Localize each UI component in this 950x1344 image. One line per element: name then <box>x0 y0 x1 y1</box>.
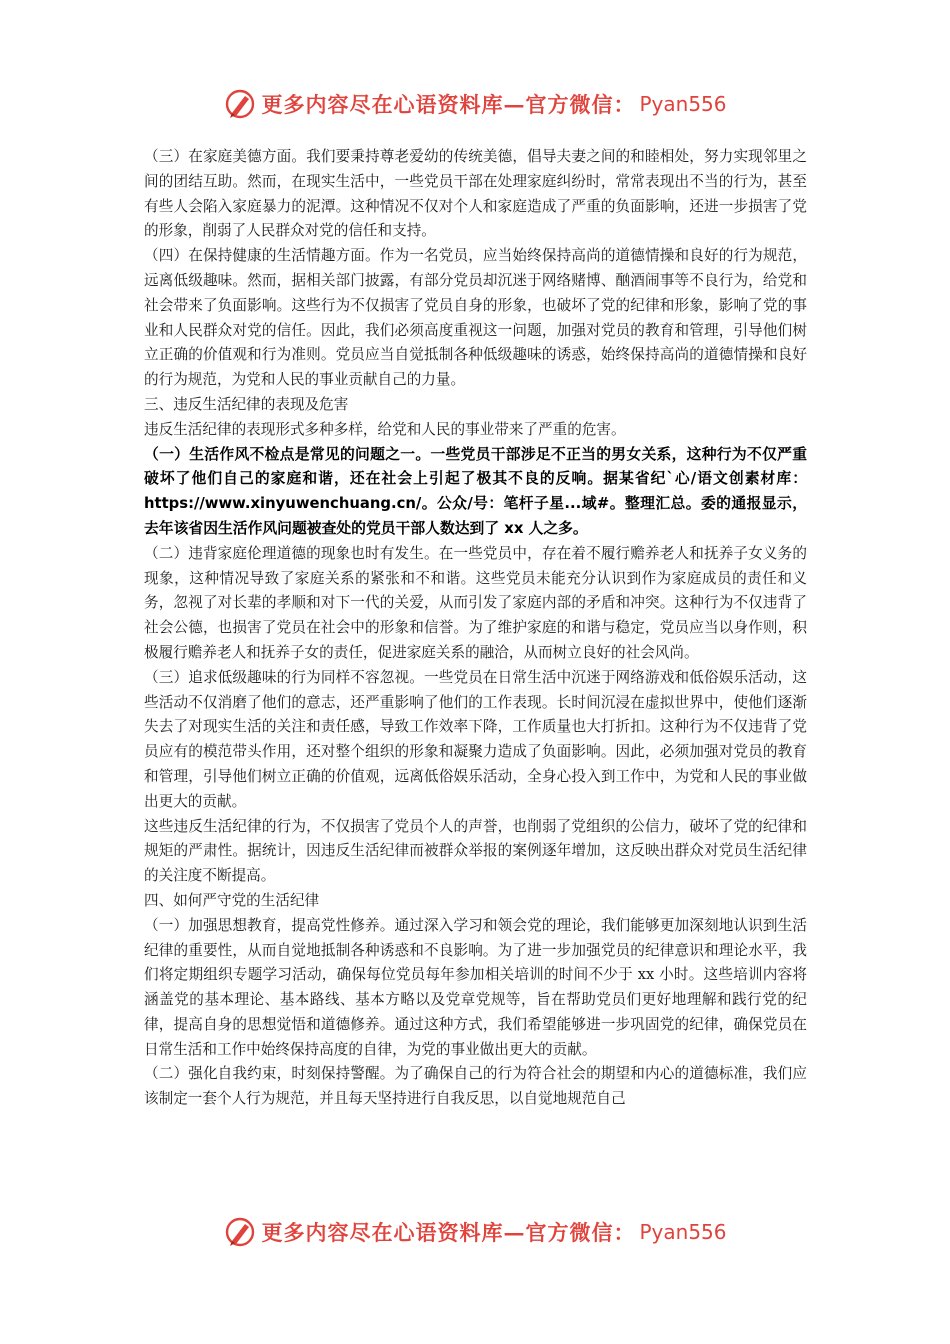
document-body <box>144 145 807 1112</box>
banner-text: 更多内容尽在心语资料库—官方微信： <box>261 92 636 117</box>
paragraph: 违反生活纪律的表现形式多种多样，给党和人民的事业带来了严重的危害。 <box>144 420 626 438</box>
footer-banner <box>0 1212 950 1252</box>
pen-logo-icon <box>223 87 257 121</box>
banner-wechat-id: Pyan556 <box>639 92 727 116</box>
banner-text: 更多内容尽在心语资料库—官方微信： <box>261 1220 636 1245</box>
banner-wechat-id: Pyan556 <box>639 1220 727 1244</box>
paragraph: （二）违背家庭伦理道德的现象也时有发生。在一些党员中，存在着不履行赡养老人和抚养子女义务的现象，这种情况导致了家庭关系的紧张和不和谐。这些党员未能充分认识到作为家庭成员的责任和义务，忽视了对长辈的孝顺和对下一代的关爱，从而引发了家庭内部的矛盾和冲突。这种行为不仅违背了社会公德，也损害了党员在社会中的形象和信誉。为了维护家庭的和谐与稳定，党员应当以身作则，积极履行赡养老人和抚养子女的责任，促进家庭关系的融洽，从而树立良好的社会风尚。 <box>144 544 807 661</box>
paragraph: （三）追求低级趣味的行为同样不容忽视。一些党员在日常生活中沉迷于网络游戏和低俗娱乐活动，这些活动不仅消磨了他们的意志，还严重影响了他们的工作表现。长时间沉浸在虚拟世界中，使他们逐渐失去了对现实生活的关注和责任感，导致工作效率下降，工作质量也大打折扣。这种行为不仅违背了党员应有的模范带头作用，还对整个组织的形象和凝聚力造成了负面影响。因此，必须加强对党员的教育和管理，引导他们树立正确的价值观，远离低俗娱乐活动，全身心投入到工作中，为党和人民的事业做出更大的贡献。 <box>144 668 807 810</box>
paragraph: （二）强化自我约束，时刻保持警醒。为了确保自己的行为符合社会的期望和内心的道德标准，我们应该制定一套个人行为规范，并且每天坚持进行自我反思，以自觉地规范自己 <box>144 1065 807 1108</box>
header-banner <box>0 84 950 124</box>
paragraph: （三）在家庭美德方面。我们要秉持尊老爱幼的传统美德，倡导夫妻之间的和睦相处，努力实现邻里之间的团结互助。然而，在现实生活中，一些党员干部在处理家庭纠纷时，常常表现出不当的行为，甚至有些人会陷入家庭暴力的泥潭。这种情况不仅对个人和家庭造成了严重的负面影响，还进一步损害了党的形象，削弱了人民群众对党的信任和支持。 <box>144 148 807 240</box>
paragraph-bold: （一）生活作风不检点是常见的问题之一。一些党员干部涉足不正当的男女关系，这种行为不仅严重破坏了他们自己的家庭和谐，还在社会上引起了极其不良的反响。据某省纪`心/语文创素材库：https://www.xinyuwenchuang.cn/。公众/号：笔杆子星...域#。整理汇总。委的通报显示，去年该省因生活作风问题被查处的党员干部人数达到了 xx 人之多。 <box>144 445 807 537</box>
pen-logo-icon <box>223 1215 257 1249</box>
paragraph: （四）在保持健康的生活情趣方面。作为一名党员，应当始终保持高尚的道德情操和良好的行为规范，远离低级趣味。然而，据相关部门披露，有部分党员却沉迷于网络赌博、酗酒闹事等不良行为，给党和社会带来了负面影响。这些行为不仅损害了党员自身的形象，也破坏了党的纪律和形象，影响了党的事业和人民群众对党的信任。因此，我们必须高度重视这一问题，加强对党员的教育和管理，引导他们树立正确的价值观和行为准则。党员应当自觉抵制各种低级趣味的诱惑，始终保持高尚的道德情操和良好的行为规范，为党和人民的事业贡献自己的力量。 <box>144 247 807 389</box>
paragraph: （一）加强思想教育，提高党性修养。通过深入学习和领会党的理论，我们能够更加深刻地认识到生活纪律的重要性，从而自觉地抵制各种诱惑和不良影响。为了进一步加强党员的纪律意识和理论水平，我们将定期组织专题学习活动，确保每位党员每年参加相关培训的时间不少于 xx 小时。这些培训内容将涵盖党的基本理论、基本路线、基本方略以及党章党规等，旨在帮助党员们更好地理解和践行党的纪律，提高自身的思想觉悟和道德修养。通过这种方式，我们希望能够进一步巩固党的纪律，确保党员在日常生活和工作中始终保持高度的自律，为党的事业做出更大的贡献。 <box>144 916 807 1058</box>
paragraph: 这些违反生活纪律的行为，不仅损害了党员个人的声誉，也削弱了党组织的公信力，破坏了党的纪律和规矩的严肃性。据统计，因违反生活纪律而被群众举报的案例逐年增加，这反映出群众对党员生活纪律的关注度不断提高。 <box>144 817 807 885</box>
section-heading: 三、违反生活纪律的表现及危害 <box>144 395 349 413</box>
section-heading: 四、如何严守党的生活纪律 <box>144 891 320 909</box>
